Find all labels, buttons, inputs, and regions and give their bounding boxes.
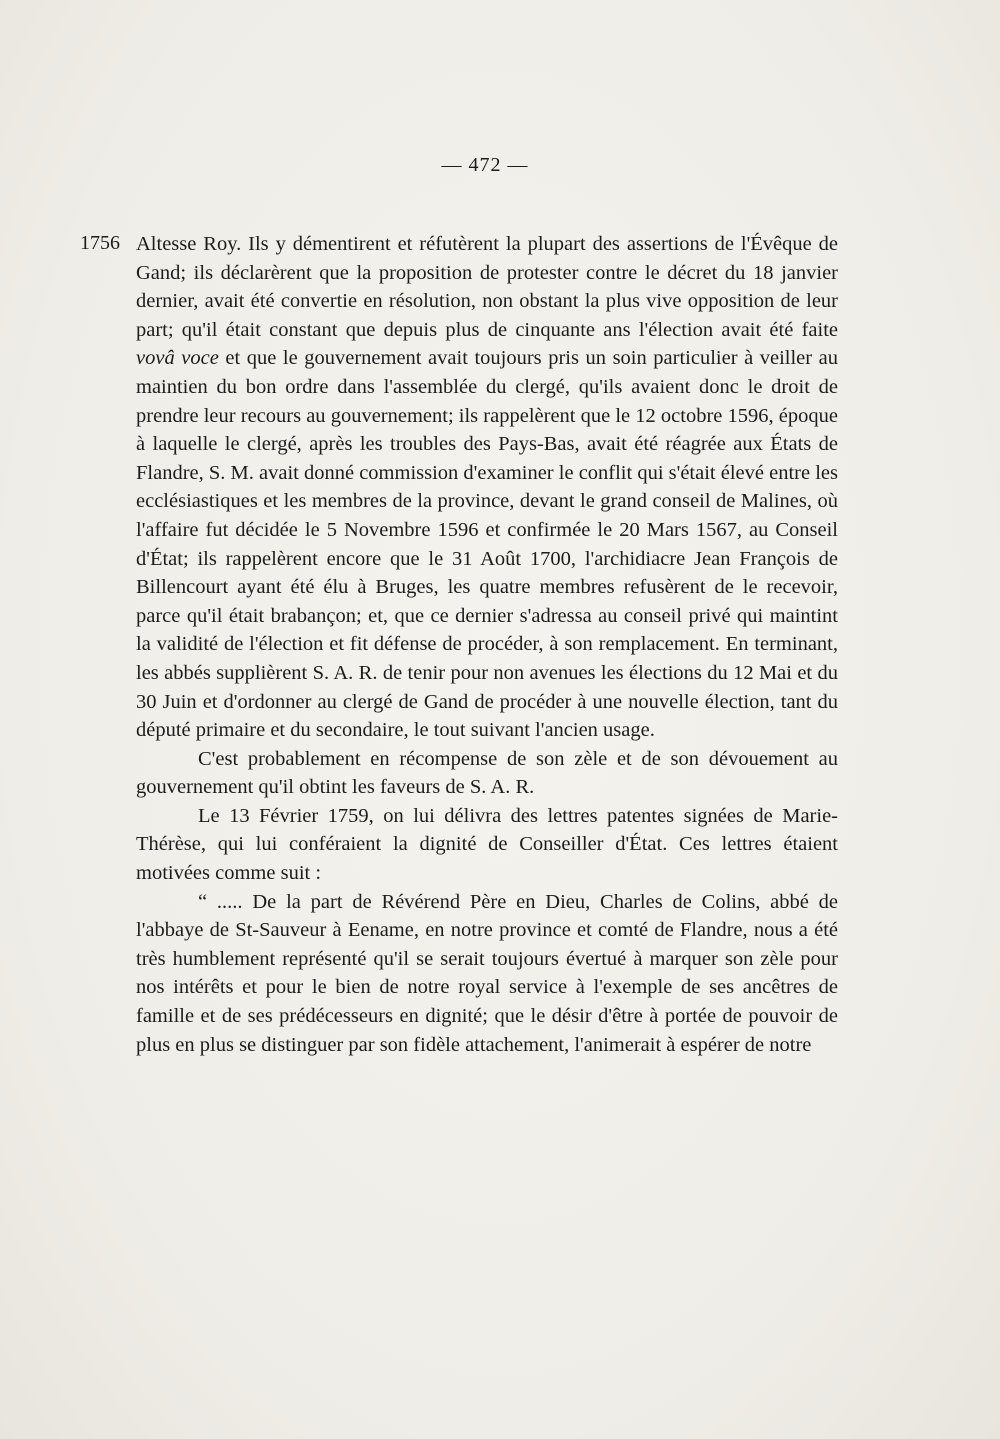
paragraph-petition <box>136 230 838 745</box>
body-text <box>136 230 838 1059</box>
margin-year: 1756 <box>80 232 120 254</box>
paragraph-text: et que le gouvernement avait toujours pris un soin particulier à veiller au maintien du bon ordre dans l'assemblée du clergé, qu'ils avaient donc le droit de prendre leur recours au gouvernement; ils rappelèrent que le 12 octobre 1596, époque à laquelle le clergé, après les troubles des Pays-Bas, avait été réagrée aux États de Flandre, S. M. avait donné commission d'examiner le conflit qui s'était élevé entre les ecclésiastiques et les membres de la province, devant le grand conseil de Malines, où l'affaire fut décidée le 5 Novembre 1596 et confirmée le 20 Mars 1567, au Conseil d'État; ils rappelèrent encore que le 31 Août 1700, l'archidiacre Jean François de Billencourt ayant été élu à Bruges, les quatre membres refusèrent de le recevoir, parce qu'il était brabançon; et, que ce dernier s'adressa au conseil privé qui maintint la validité de l'élection et fit défense de procéder, à son remplacement. En terminant, les abbés supplièrent S. A. R. de tenir pour non avenues les élections du 12 Mai et du 30 Juin et d'ordonner au clergé de Gand de procéder à une nouvelle élection, tant du député primaire et du secondaire, le tout suivant l'ancien usage. <box>136 347 839 742</box>
paragraph-quotation: “ ..... De la part de Révérend Père en Dieu, Charles de Colins, abbé de l'abbaye de St-Sauveur à Eename, en notre province et comté de Flandre, nous a été très humblement représenté qu'il se serait toujours évertué à marquer son zèle pour nos intérêts et pour le bien de notre royal service à l'exemple de ses ancêtres de famille et de ses prédécesseurs en dignité; que le désir d'être à portée de pouvoir de plus en plus se distinguer par son fidèle attachement, l'animerait à espérer de notre <box>136 890 838 1056</box>
page-number: — 472 — <box>441 154 529 176</box>
paragraph-text: Altesse Roy. Ils y démentirent et réfutèrent la plupart des assertions de l'Évêque de Gand; ils déclarèrent que la proposition de protester contre le décret du 18 janvier dernier, avait été convertie en résolution, non obstant la plus vive opposition de leur part; qu'il était constant que depuis plus de cinquante ans l'élection avait été faite <box>136 233 838 341</box>
latin-phrase: vovâ voce <box>136 347 219 370</box>
paragraph-letters-patent: Le 13 Février 1759, on lui délivra des lettres patentes signées de Marie-Thérèse, qui lui conféraient la dignité de Conseiller d'État. Ces lettres étaient motivées comme suit : <box>136 804 838 885</box>
paragraph-reward: C'est probablement en récompense de son zèle et de son dévouement au gouvernement qu'il obtint les faveurs de S. A. R. <box>136 747 838 799</box>
